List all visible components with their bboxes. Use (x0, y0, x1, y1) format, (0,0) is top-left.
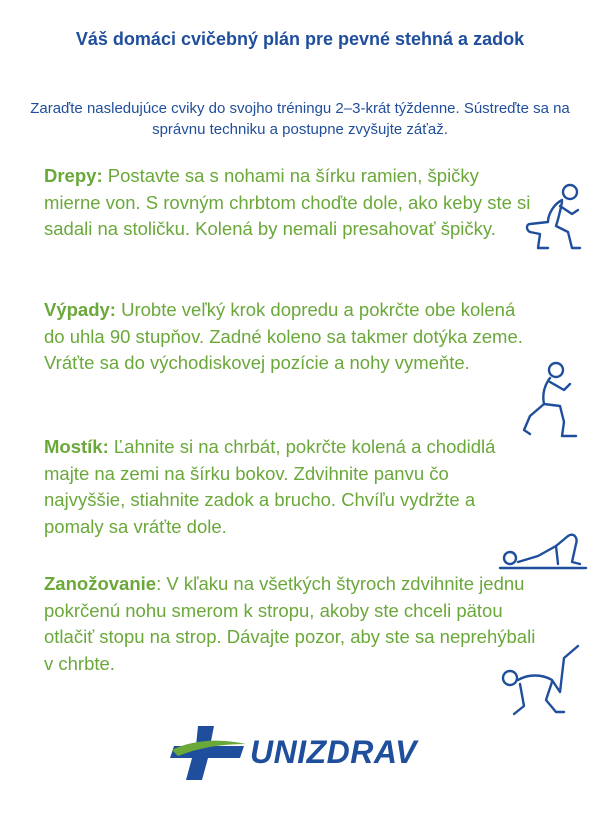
exercise-lunge (44, 297, 534, 377)
exercise-description: Urobte veľký krok dopredu a pokrčte obe kolená do uhla 90 stupňov. Zadné koleno sa takmer dotýka zeme. Vráťte sa do východiskovej pozície a nohy vymeňte. (44, 299, 523, 373)
page-title: Váš domáci cvičebný plán pre pevné stehná a zadok (75, 29, 525, 49)
unizdrav-logo (170, 722, 432, 784)
exercise-name: Mostík: (44, 436, 109, 457)
intro-text: Zaraďte nasledujúce cviky do svojho tréningu 2–3-krát týždenne. Sústreďte sa na správnu techniku a postupne zvyšujte záťaž. (30, 100, 570, 138)
kickback-icon (498, 640, 586, 722)
exercise-squat (44, 163, 536, 243)
exercise-description: Postavte sa s nohami na šírku ramien, špičky mierne von. S rovným chrbtom choďte dole, ako keby ste si sadali na stoličku. Kolená by nemali presahovať špičky. (44, 165, 531, 239)
bridge-icon (498, 522, 588, 572)
exercise-description: Ľahnite si na chrbát, pokrčte kolená a chodidlá majte na zemi na šírku bokov. Zdvihnite panvu čo najvyššie, stiahnite zadok a brucho. Chvíľu vydržte a pomaly sa vráťte dole. (44, 436, 496, 537)
exercise-kickback (44, 571, 539, 677)
lunge-icon (520, 360, 584, 440)
squat-icon (518, 180, 584, 252)
exercise-bridge (44, 434, 514, 540)
exercise-name: Výpady: (44, 299, 116, 320)
logo-text: UNIZDRAV (250, 734, 417, 770)
exercise-name: Zanožovanie (44, 573, 157, 594)
exercise-name: Drepy: (44, 165, 103, 186)
exercise-description: : V kľaku na všetkých štyroch zdvihnite jednu pokrčenú nohu smerom k stropu, akoby ste chceli pätou otlačiť stopu na strop. Dávajte pozor, aby ste sa neprehýbali v chrbte. (44, 573, 536, 674)
medical-cross-icon (170, 722, 250, 784)
